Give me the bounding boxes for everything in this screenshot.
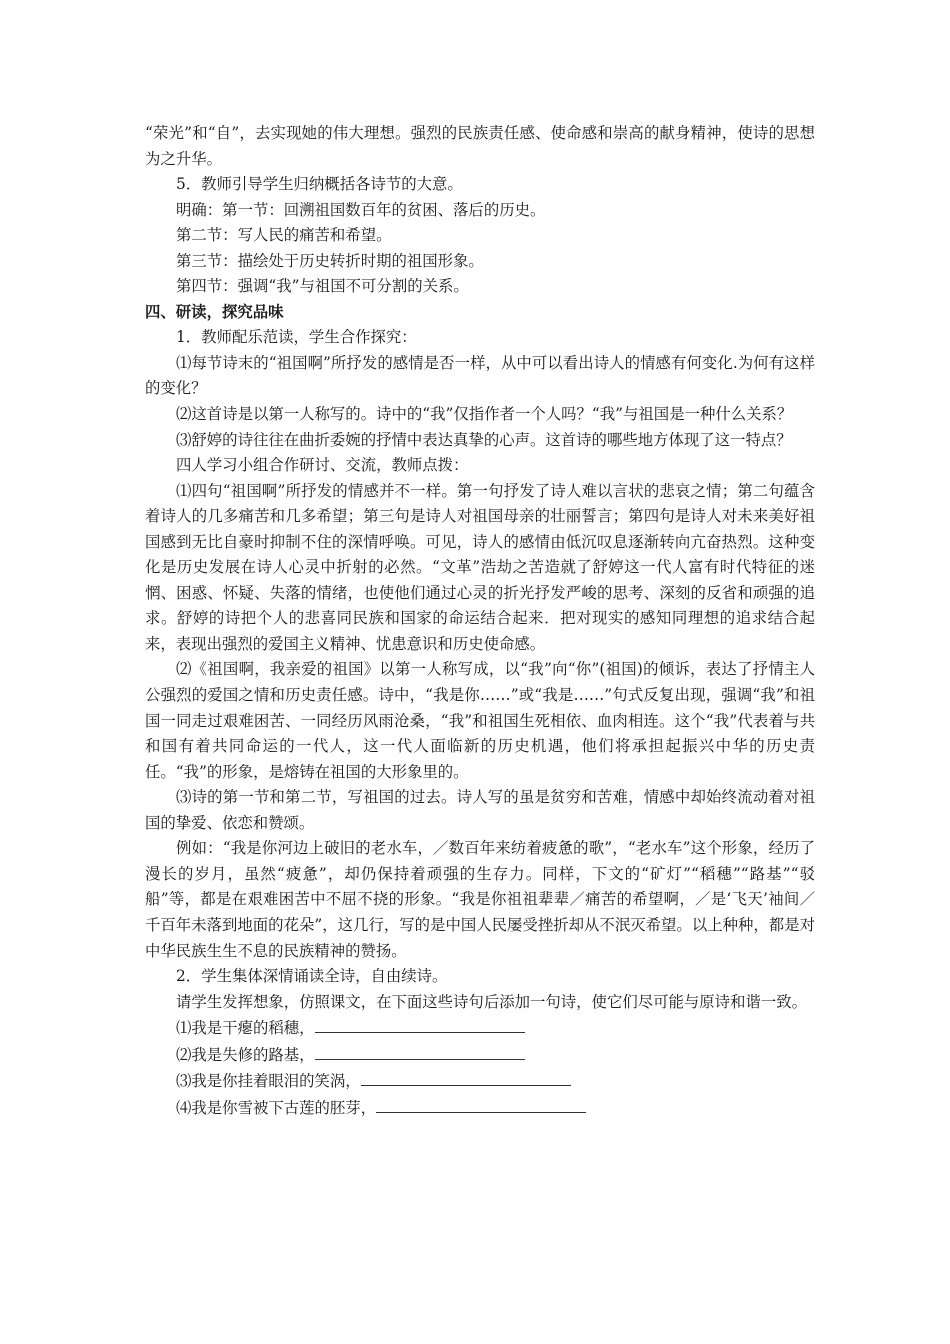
paragraph: 1．教师配乐范读，学生合作探究： — [176, 328, 417, 347]
poem-prompt: ⑵我是失修的路基， — [176, 1045, 315, 1064]
fill-blank-line — [145, 1095, 815, 1122]
answer-blank[interactable] — [315, 1042, 525, 1060]
paragraph: 例如：“我是你河边上破旧的老水车，／数百年来纺着疲惫的歌”，“老水车”这个形象，经历了漫长的岁月，虽然“疲惫”，却仍保持着顽强的生存力。同样，下文的“矿灯”“稻穗”“路基”“驳船”等，都是在艰难困苦中不屈不挠的形象。“我是你祖祖辈辈／痛苦的希望啊，／是‘飞天’袖间／千百年未落到地面的花朵”，这几行，写的是中国人民屡受挫折却从不泯灭希望。以上种种，都是对中华民族生生不息的民族精神的赞扬。 — [145, 839, 815, 960]
fill-blank-line — [145, 1068, 815, 1095]
paragraph: ⑶舒婷的诗往往在曲折委婉的抒情中表达真挚的心声。这首诗的哪些地方体现了这一特点？ — [176, 430, 792, 449]
paragraph: ⑶诗的第一节和第二节，写祖国的过去。诗人写的虽是贫穷和苦难，情感中却始终流动着对祖国的挚爱、依恋和赞颂。 — [145, 788, 815, 832]
paragraph: ⑴每节诗末的“祖国啊”所抒发的感情是否一样，从中可以看出诗人的情感有何变化.为何有这样的变化？ — [145, 353, 815, 398]
paragraph: 第三节：描绘处于历史转折时期的祖国形象。 — [176, 251, 484, 270]
answer-blank[interactable] — [376, 1095, 586, 1113]
answer-blank[interactable] — [361, 1068, 571, 1086]
paragraph: ⑴四句“祖国啊”所抒发的情感并不一样。第一句抒发了诗人难以言状的悲哀之情；第二句蕴含着诗人的几多痛苦和几多希望；第三句是诗人对祖国母亲的壮丽誓言；第四句是诗人对未来美好祖国感到无比自豪时抑制不住的深情呼唤。可见，诗人的感情由低沉叹息逐渐转向亢奋热烈。这种变化是历史发展在诗人心灵中折射的必然。“文革”浩劫之苦造就了舒婷这一代人富有时代特征的迷惘、困惑、怀疑、失落的情绪，也使他们通过心灵的折光抒发严峻的思考、深刻的反省和顽强的追求。舒婷的诗把个人的悲喜同民族和国家的命运结合起来．把对现实的感知同理想的追求结合起来，表现出强烈的爱国主义精神、忧患意识和历史使命感。 — [145, 481, 815, 653]
poem-prompt: ⑴我是干瘪的稻穗， — [176, 1019, 315, 1038]
document-body — [145, 121, 815, 1121]
paragraph: 5．教师引导学生归纳概括各诗节的大意。 — [176, 175, 463, 194]
poem-prompt: ⑷我是你雪被下古莲的胚芽， — [176, 1098, 377, 1117]
paragraph: ⑵《祖国啊，我亲爱的祖国》以第一人称写成，以“我”向“你”(祖国)的倾诉，表达了抒情主人公强烈的爱国之情和历史责任感。诗中，“我是你……”或“我是……”句式反复出现，强调“我”和祖国一同走过艰难困苦、一同经历风雨沧桑，“我”和祖国生死相依、血肉相连。这个“我”代表着与共和国有着共同命运的一代人，这一代人面临新的历史机遇，他们将承担起振兴中华的历史责任。“我”的形象，是熔铸在祖国的大形象里的。 — [145, 660, 815, 781]
paragraph: 明确：第一节：回溯祖国数百年的贫困、落后的历史。 — [176, 200, 546, 219]
paragraph: ⑵这首诗是以第一人称写的。诗中的“我”仅指作者一个人吗？“我”与祖国是一种什么关系？ — [176, 405, 793, 424]
fill-blank-line — [145, 1015, 815, 1042]
paragraph: 请学生发挥想象，仿照课文，在下面这些诗句后添加一句诗，使它们尽可能与原诗和谐一致。 — [176, 992, 808, 1011]
paragraph: 第二节：写人民的痛苦和希望。 — [176, 226, 392, 245]
paragraph: 第四节：强调“我”与祖国不可分割的关系。 — [176, 277, 469, 296]
section-heading: 四、研读，探究品味 — [145, 302, 284, 321]
paragraph: 四人学习小组合作研讨、交流，教师点拨： — [176, 456, 469, 475]
poem-prompt: ⑶我是你挂着眼泪的笑涡， — [176, 1072, 361, 1091]
paragraph: “荣光”和“自”，去实现她的伟大理想。强烈的民族责任感、使命感和崇高的献身精神，使诗的思想为之升华。 — [145, 124, 815, 168]
fill-blank-line — [145, 1042, 815, 1069]
answer-blank[interactable] — [315, 1015, 525, 1033]
paragraph: 2．学生集体深情诵读全诗，自由续诗。 — [176, 967, 448, 986]
